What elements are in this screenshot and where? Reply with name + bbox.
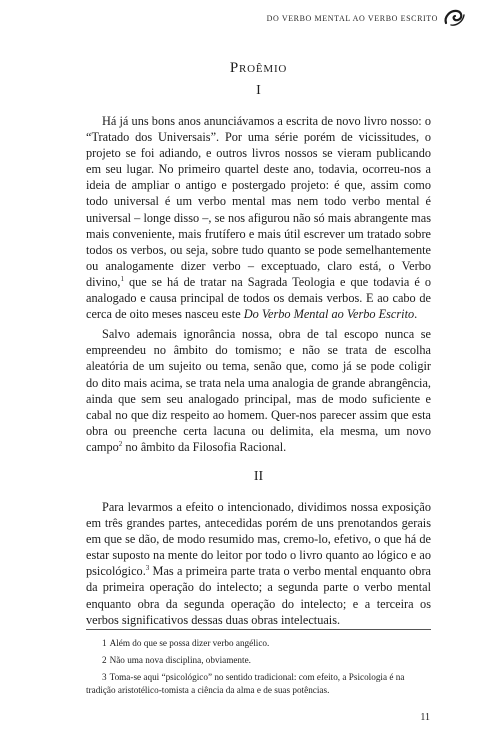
publisher-swirl-logo-icon xyxy=(442,6,466,28)
chapter-title: Proêmio xyxy=(229,60,288,76)
footnote-2: 2 Não uma nova disciplina, obviamente. xyxy=(102,655,251,665)
footnote-ref-3: 3 xyxy=(145,564,150,573)
footnote-1: 1 Além do que se possa dizer verbo angélico. xyxy=(102,638,270,648)
paragraph-1: Há já uns bons anos anunciávamos a escrita de novo livro nosso: o “Tratado dos Universais”. Por uma série porém de vicissitudes, o projeto se foi adiando, e outros livros nossos se vieram publicando em seu lugar. No primeiro quartel deste ano, todavia, ocorreu-nos a ideia de ampliar o antigo e postergado projeto: é que, assim como todo universal é um verbo mental mas nem todo verbo mental é universal – longe disso –, se nos afigurou não só mais abrangente mas mais conveniente, mais frutífero e mais útil escrever um tratado sobre todos os verbos, ou seja, sobre tudo quanto se pode semelhantemente ou analogamente dizer verbo – exceptuado, claro está, o Verbo divino,$^1$ que se há de tratar na Sagrada Teologia e que todavia é o analogado e causa principal de todos os demais verbos. E ao cabo de cerca de oito meses nasceu este Do Verbo Mental ao Verbo Escrito. xyxy=(86,114,431,322)
main-text xyxy=(86,60,431,628)
running-head: DO VERBO MENTAL AO VERBO ESCRITO xyxy=(266,14,438,23)
paragraph-2: Salvo ademais ignorância nossa, obra de tal escopo nunca se empreendeu no âmbito do tomismo; e não se trata de escolha aleatória de um sujeito ou tema, senão que, como já se pode coligir do dito mais acima, se trata nela uma analogia de grande abrangência, ainda que sem seu analogado principal, mas de modo suficiente e cabal no que diz respeito ao homem. Quer-nos parecer assim que esta obra ou preenche certa lacuna ou delimita, ela mesma, um novo campo$^2$ no âmbito da Filosofia Racional. xyxy=(86,327,431,454)
paragraph-3: Para levarmos a efeito o intencionado, dividimos nossa exposição em três grandes partes, antecedidas porém de uns prenotandos gerais em que se dão, de modo resumido mas, cremo-lo, efetivo, o que há de estar suposto na mente do leitor por todo o livro quanto ao lógico e ao psicológico.$^3$ Mas a primeira parte trata o verbo mental enquanto obra da primeira operação do intelecto; a segunda parte o verbo mental enquanto obra da segunda operação do intelecto; e a terceira os verbos significativos dessas duas obras intelectuais. xyxy=(86,499,431,627)
footnotes xyxy=(86,629,431,701)
page-number: 11 xyxy=(420,712,430,723)
footnote-ref-2: 2 xyxy=(118,439,123,448)
footnote-ref-1: 1 xyxy=(120,274,125,283)
footnote-3: 3 Toma-se aqui “psicológico” no sentido tradicional: com efeito, a Psicologia é na tradição aristotélico-tomista a ciência da alma e de suas potências. xyxy=(86,672,405,695)
section-numeral-2: II xyxy=(253,468,264,484)
section-numeral-1: I xyxy=(256,83,261,98)
book-title: Do Verbo Mental ao Verbo Escrito xyxy=(243,307,415,322)
